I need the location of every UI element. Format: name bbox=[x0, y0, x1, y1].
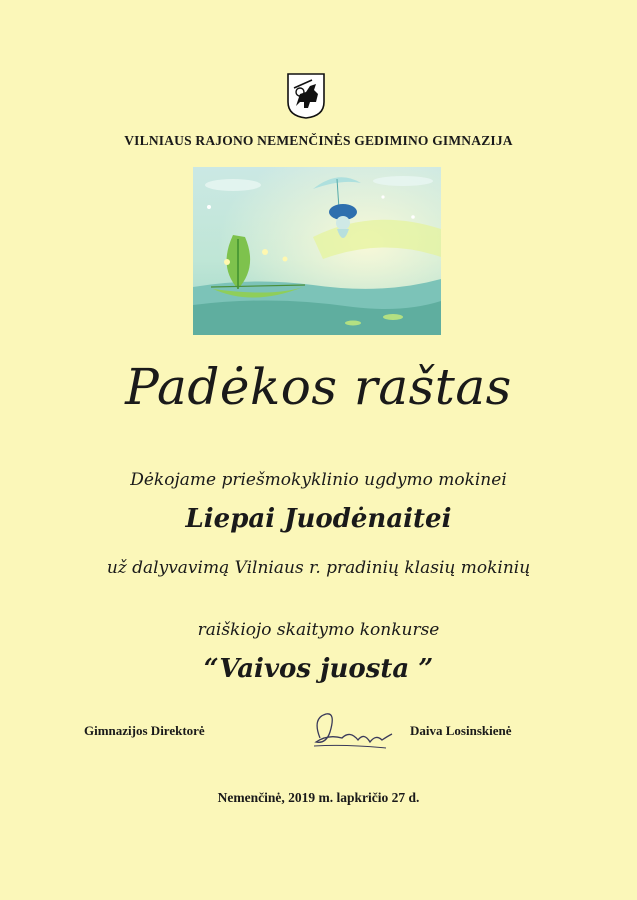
recipient-name: Liepai Juodėnaitei bbox=[185, 504, 452, 534]
certificate-title: Padėkos raštas bbox=[125, 358, 512, 416]
participation-line: už dalyvavimą Vilniaus r. pradinių klasių mokinių bbox=[106, 558, 531, 578]
contest-name: “Vaivos juosta ” bbox=[203, 654, 434, 684]
contest-type-line: raiškiojo skaitymo konkurse bbox=[197, 620, 440, 640]
gratitude-line: Dėkojame priešmokyklinio ugdymo mokinei bbox=[130, 470, 507, 490]
handwritten-signature bbox=[306, 704, 406, 754]
coat-of-arms-icon bbox=[286, 72, 326, 120]
fairy-tale-illustration bbox=[193, 167, 441, 335]
director-name: Daiva Losinskienė bbox=[410, 723, 512, 738]
director-title: Gimnazijos Direktorė bbox=[84, 723, 205, 738]
school-name: VILNIAUS RAJONO NEMENČINĖS GEDIMINO GIMNAZIJA bbox=[124, 133, 513, 148]
place-and-date: Nemenčinė, 2019 m. lapkričio 27 d. bbox=[217, 790, 420, 805]
